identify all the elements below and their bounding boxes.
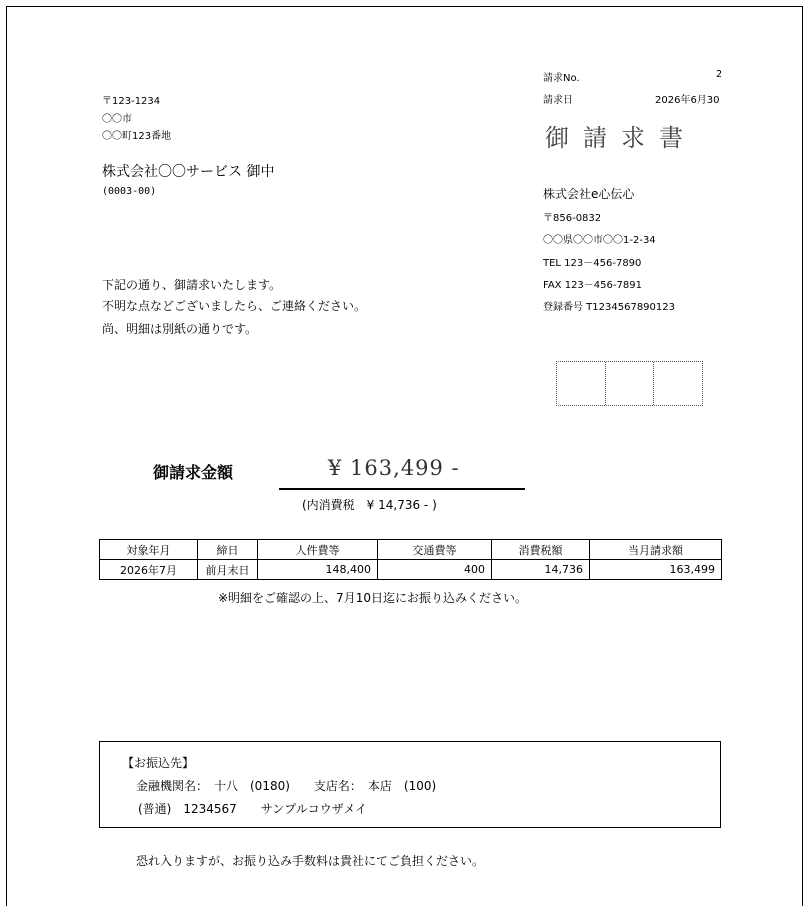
invoice-date-label: 請求日 [543, 95, 573, 106]
bank-heading: 【お振込先】 [122, 756, 195, 770]
table-cell: 2026年7月 [100, 560, 198, 580]
invoice-title: 御請求書 [545, 124, 697, 152]
sender-postal: 〒856-0832 [543, 213, 602, 224]
payment-notice: ※明細をご確認の上、7月10日迄にお振り込みください。 [218, 591, 527, 605]
stamp-box [654, 362, 702, 405]
tax-note: (内消費税 ¥ 14,736 - ) [302, 498, 437, 512]
stamp-boxes [556, 361, 703, 406]
invoice-date: 2026年6月30 [655, 95, 720, 106]
table-row [100, 560, 722, 580]
sender-fax: FAX 123－456-7891 [543, 280, 642, 291]
total-label: 御請求金額 [153, 463, 234, 482]
total-amount: ¥ 163,499 - [328, 456, 460, 480]
footer-note: 恐れ入りますが、お振り込み手数料は貴社にてご負担ください。 [136, 854, 485, 868]
sender-address: 〇〇県〇〇市〇〇1-2-34 [543, 235, 656, 246]
invoice-no-label: 請求No. [543, 73, 580, 84]
recipient-postal: 〒123-1234 [102, 96, 161, 107]
recipient-code: (0003-00) [102, 186, 157, 197]
total-underline [279, 488, 525, 490]
column-header: 交通費等 [378, 540, 492, 560]
detail-table [99, 539, 722, 580]
message-line-1: 下記の通り、御請求いたします。 [102, 278, 282, 292]
table-cell: 14,736 [492, 560, 590, 580]
recipient-city: 〇〇市 [102, 114, 132, 125]
bank-info-box [99, 741, 721, 828]
column-header: 対象年月 [100, 540, 198, 560]
table-cell: 148,400 [258, 560, 378, 580]
table-cell: 163,499 [590, 560, 722, 580]
column-header: 当月請求額 [590, 540, 722, 560]
sender-tel: TEL 123－456-7890 [543, 258, 642, 269]
bank-line-1: 金融機関名： 十八 (0180) 支店名： 本店 (100) [136, 779, 437, 793]
bank-line-2: (普通) 1234567 サンプルコウザメイ [138, 802, 368, 816]
stamp-box [557, 362, 606, 405]
stamp-box [606, 362, 655, 405]
table-header-row [100, 540, 722, 560]
table-cell: 400 [378, 560, 492, 580]
recipient-address: 〇〇町123番地 [102, 131, 172, 142]
column-header: 締日 [198, 540, 258, 560]
column-header: 消費税額 [492, 540, 590, 560]
recipient-name: 株式会社〇〇サービス 御中 [102, 164, 275, 180]
invoice-no: 2 [716, 69, 723, 80]
sender-company: 株式会社e心伝心 [543, 187, 635, 201]
message-line-2: 不明な点などございましたら、ご連絡ください。 [102, 299, 367, 313]
message-line-3: 尚、明細は別紙の通りです。 [102, 322, 258, 336]
sender-registration: 登録番号 T1234567890123 [543, 302, 675, 313]
table-cell: 前月末日 [198, 560, 258, 580]
column-header: 人件費等 [258, 540, 378, 560]
